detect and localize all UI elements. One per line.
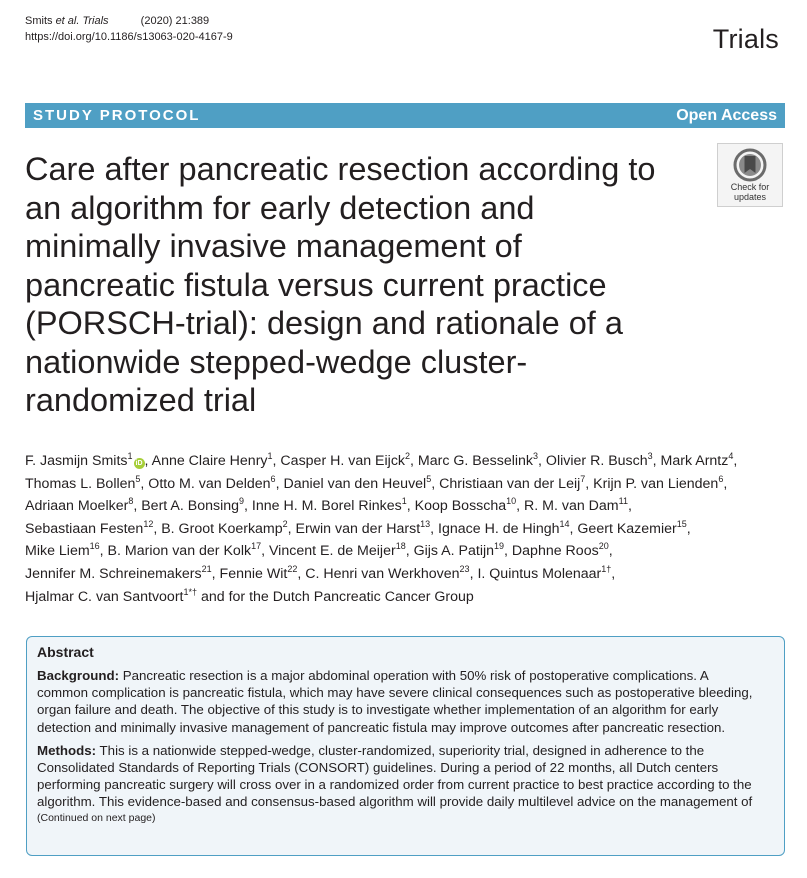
affiliation-sup: 5 [135,473,141,484]
abstract-heading: Abstract [37,644,94,660]
citation-line [25,13,233,29]
affiliation-sup: 20 [598,541,609,552]
citation-authors: Smits [25,15,53,27]
affiliation-sup: 21 [201,563,212,574]
group-author: and for the Dutch Pancreatic Cancer Group [197,588,474,605]
affiliation-sup: 23 [459,563,470,574]
abstract-line [37,667,775,684]
methods-text: algorithm. This evidence-based and consensus-based algorithm will provide daily multilevel advice on the management of [37,794,753,810]
title-line: minimally invasive management of [25,228,522,264]
open-access-label: Open Access [676,106,777,124]
affiliation-sup: 15 [676,518,687,529]
affiliation-sup: 1 [267,451,273,461]
title-line: an algorithm for early detection and [25,189,535,226]
affiliation-sup: 18 [395,541,406,552]
affiliation-sup: 9 [239,496,245,507]
background-text: common complication is pancreatic fistula, which may have severe clinical consequences such as postoperative bleeding, [37,685,753,701]
affiliation-sup: 16 [89,541,100,552]
author-line [25,518,785,541]
author-name: Sebastiaan Festen [25,520,144,537]
continued-note: (Continued on next page) [37,811,156,824]
author-separator: , [686,520,691,537]
check-for-updates-badge[interactable] [717,143,783,207]
orcid-icon[interactable]: iD [135,460,143,467]
affiliation-sup: 12 [143,518,154,529]
author-name: Thomas L. Bollen [25,475,136,492]
affiliation-sup: 17 [251,541,262,552]
author-name: , Geert Kazemier [569,520,677,537]
author-line [25,540,785,563]
author-separator: , [733,453,738,469]
updates-label: updates [733,192,767,202]
author-name: , Vincent E. de Meijer [261,543,396,560]
title-line: pancreatic fistula versus current practice [25,266,607,303]
affiliation-sup: 6 [270,473,276,484]
methods-text: This is a nationwide stepped-wedge, cluster-randomized, superiority trial, designed in adherence to the [96,742,705,758]
author-name: Hjalmar C. van Santvoort [25,588,184,605]
affiliation-sup: 8 [128,496,134,507]
affiliation-sup: 19 [494,541,505,552]
abstract-box [26,636,785,856]
author-name: , Fennie Wit [211,565,288,582]
author-name: , Christiaan van der Leij [431,475,581,492]
author-line [25,473,785,496]
author-name: , B. Groot Koerkamp [153,520,283,537]
affiliation-sup: 1 [127,451,133,461]
author-name: , Anne Claire Henry [144,453,268,469]
affiliation-sup: 10 [506,496,517,507]
author-name: , Marc G. Besselink [410,453,534,469]
affiliation-sup: 1† [601,563,612,574]
affiliation-sup: 5 [426,473,432,484]
author-name: , Daphne Roos [504,543,599,560]
article-type: STUDY PROTOCOL [33,107,201,124]
background-text: detection and minimally invasive management of pancreatic fistula may improve outcomes after pancreatic resection. [37,719,726,735]
author-name: F. Jasmijn Smits [25,453,128,469]
author-separator: , [611,565,616,582]
author-name: , C. Henri van Werkhoven [297,565,460,582]
citation-journal: et al. Trials [55,15,109,27]
author-name: , Mark Arntz [652,453,729,469]
background-label: Background: [37,668,120,683]
abstract-methods [37,742,775,826]
background-text: organ failure and death. The objective of this study is to investigate whether implementation of an algorithm for early [37,702,719,718]
author-name: Adriaan Moelker [25,498,129,515]
doi-link[interactable]: https://doi.org/10.1186/s13063-020-4167-9 [25,31,233,43]
article-title [25,150,705,420]
author-name: , Olivier R. Busch [538,453,648,469]
author-separator: , [627,498,632,515]
affiliation-sup: 7 [580,473,586,484]
check-for-label: Check for [730,182,770,192]
author-separator: , [608,543,613,560]
author-name: , I. Quintus Molenaar [469,565,602,582]
author-name: , Erwin van der Harst [287,520,421,537]
author-name: Jennifer M. Schreinemakers [25,565,202,582]
journal-name: Trials [712,24,779,54]
author-name: , Koop Bosscha [406,498,507,515]
citation-year-volume: (2020) 21:389 [140,15,210,27]
affiliation-sup: 2 [282,518,288,529]
author-name: Mike Liem [25,543,90,560]
author-line [25,495,785,518]
affiliation-sup: 1*† [183,586,198,597]
affiliation-sup: 1 [401,496,407,507]
author-name: , Ignace H. de Hingh [430,520,560,537]
affiliation-sup: 13 [420,518,431,529]
author-name: , Krijn P. van Lienden [585,475,719,492]
author-separator: , [723,475,728,492]
abstract-background [37,667,775,736]
author-name: , Bert A. Bonsing [133,498,240,515]
affiliation-sup: 2 [405,451,411,461]
citation-header [25,13,233,45]
title-line: Care after pancreatic resection according to [25,151,656,187]
author-name: , Inne H. M. Borel Rinkes [244,498,402,515]
author-list [25,450,785,608]
abstract-line [37,742,775,759]
author-name: , Gijs A. Patijn [405,543,495,560]
title-line: (PORSCH-trial): design and rationale of a [25,305,623,341]
affiliation-sup: 3 [647,451,653,461]
author-name: , Otto M. van Delden [140,475,271,492]
background-text: Pancreatic resection is a major abdominal operation with 50% risk of postoperative complications. A [119,668,709,683]
title-line: nationwide stepped-wedge cluster- [25,343,528,380]
methods-text: performing pancreatic surgery will cross over in a randomized order from current practice to best practice according to the [37,777,752,793]
author-name: , Daniel van den Heuvel [275,475,427,492]
article-type-banner [25,103,785,128]
author-name: , Casper H. van Eijck [272,453,406,469]
author-name: , B. Marion van der Kolk [99,543,252,560]
affiliation-sup: 11 [618,496,628,507]
affiliation-sup: 22 [287,563,298,574]
methods-text: Consolidated Standards of Reporting Trials (CONSORT) guidelines. During a period of 22 months, all Dutch centers [37,760,719,776]
bookmark-ring-icon [733,148,767,182]
affiliation-sup: 4 [728,451,734,461]
affiliation-sup: 3 [533,451,539,461]
author-line [25,450,785,473]
methods-label: Methods: [37,742,97,758]
author-line [25,586,785,609]
author-name: , R. M. van Dam [516,498,619,515]
title-line: randomized trial [25,382,257,418]
affiliation-sup: 14 [559,518,570,529]
affiliation-sup: 6 [718,473,724,484]
author-line [25,563,785,586]
